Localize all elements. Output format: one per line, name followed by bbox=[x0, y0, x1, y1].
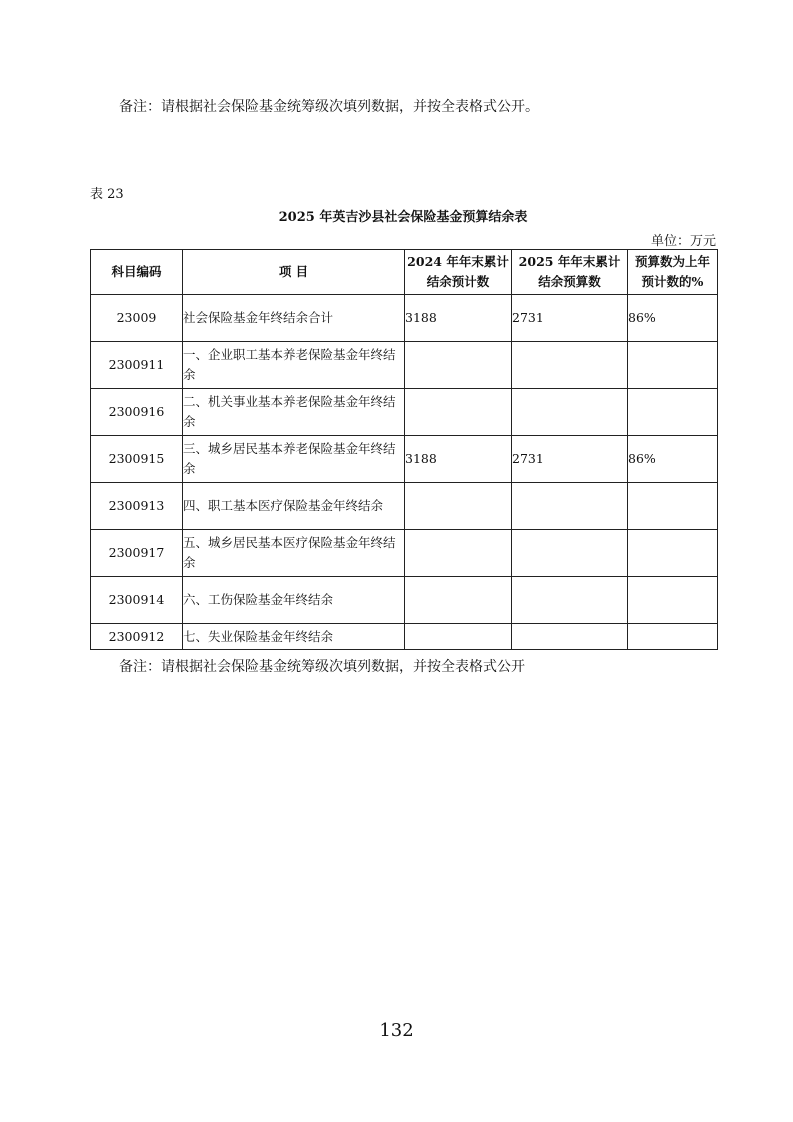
cell-ratio bbox=[628, 577, 718, 624]
table-title: 2025 年英吉沙县社会保险基金预算结余表 bbox=[278, 210, 528, 225]
cell-ratio bbox=[628, 342, 718, 389]
bottom-note: 备注：请根据社会保险基金统筹级次填列数据，并按全表格式公开 bbox=[119, 659, 525, 675]
cell-prev: 3188 bbox=[405, 295, 512, 342]
cell-prev bbox=[405, 530, 512, 577]
table-header-row bbox=[91, 250, 718, 295]
table-row bbox=[91, 389, 718, 436]
budget-balance-table bbox=[90, 249, 718, 650]
cell-code: 2300915 bbox=[91, 436, 183, 483]
cell-item: 五、城乡居民基本医疗保险基金年终结余 bbox=[183, 530, 405, 577]
cell-prev bbox=[405, 389, 512, 436]
cell-prev bbox=[405, 577, 512, 624]
cell-code: 2300917 bbox=[91, 530, 183, 577]
table-row bbox=[91, 436, 718, 483]
cell-code: 2300914 bbox=[91, 577, 183, 624]
cell-ratio bbox=[628, 530, 718, 577]
cell-code: 2300916 bbox=[91, 389, 183, 436]
cell-item: 四、职工基本医疗保险基金年终结余 bbox=[183, 483, 405, 530]
cell-curr bbox=[512, 577, 628, 624]
header-current-year-budget: 2025 年年末累计结余预算数 bbox=[512, 250, 628, 295]
table-row bbox=[91, 577, 718, 624]
table-row bbox=[91, 483, 718, 530]
cell-code: 2300911 bbox=[91, 342, 183, 389]
header-code: 科目编码 bbox=[91, 250, 183, 295]
table-row bbox=[91, 295, 718, 342]
header-item: 项 目 bbox=[183, 250, 405, 295]
table-row bbox=[91, 530, 718, 577]
cell-item: 七、失业保险基金年终结余 bbox=[183, 624, 405, 650]
cell-code: 23009 bbox=[91, 295, 183, 342]
cell-prev bbox=[405, 342, 512, 389]
cell-ratio: 86% bbox=[628, 295, 718, 342]
cell-item: 三、城乡居民基本养老保险基金年终结余 bbox=[183, 436, 405, 483]
cell-item: 社会保险基金年终结余合计 bbox=[183, 295, 405, 342]
cell-prev: 3188 bbox=[405, 436, 512, 483]
header-ratio: 预算数为上年预计数的% bbox=[628, 250, 718, 295]
cell-curr bbox=[512, 530, 628, 577]
table-number: 表 23 bbox=[90, 187, 124, 202]
cell-item: 六、工伤保险基金年终结余 bbox=[183, 577, 405, 624]
cell-curr bbox=[512, 624, 628, 650]
cell-curr bbox=[512, 483, 628, 530]
top-note: 备注：请根据社会保险基金统筹级次填列数据，并按全表格式公开。 bbox=[119, 99, 539, 115]
cell-ratio: 86% bbox=[628, 436, 718, 483]
cell-item: 一、企业职工基本养老保险基金年终结余 bbox=[183, 342, 405, 389]
cell-curr bbox=[512, 389, 628, 436]
cell-curr: 2731 bbox=[512, 436, 628, 483]
cell-item: 二、机关事业基本养老保险基金年终结余 bbox=[183, 389, 405, 436]
cell-code: 2300912 bbox=[91, 624, 183, 650]
header-prev-year-estimate: 2024 年年末累计结余预计数 bbox=[405, 250, 512, 295]
cell-curr: 2731 bbox=[512, 295, 628, 342]
cell-ratio bbox=[628, 389, 718, 436]
cell-prev bbox=[405, 483, 512, 530]
table-row bbox=[91, 624, 718, 650]
cell-code: 2300913 bbox=[91, 483, 183, 530]
page-number: 132 bbox=[379, 1020, 414, 1041]
cell-ratio bbox=[628, 624, 718, 650]
cell-ratio bbox=[628, 483, 718, 530]
cell-curr bbox=[512, 342, 628, 389]
unit-label: 单位：万元 bbox=[650, 234, 716, 249]
cell-prev bbox=[405, 624, 512, 650]
table-row bbox=[91, 342, 718, 389]
